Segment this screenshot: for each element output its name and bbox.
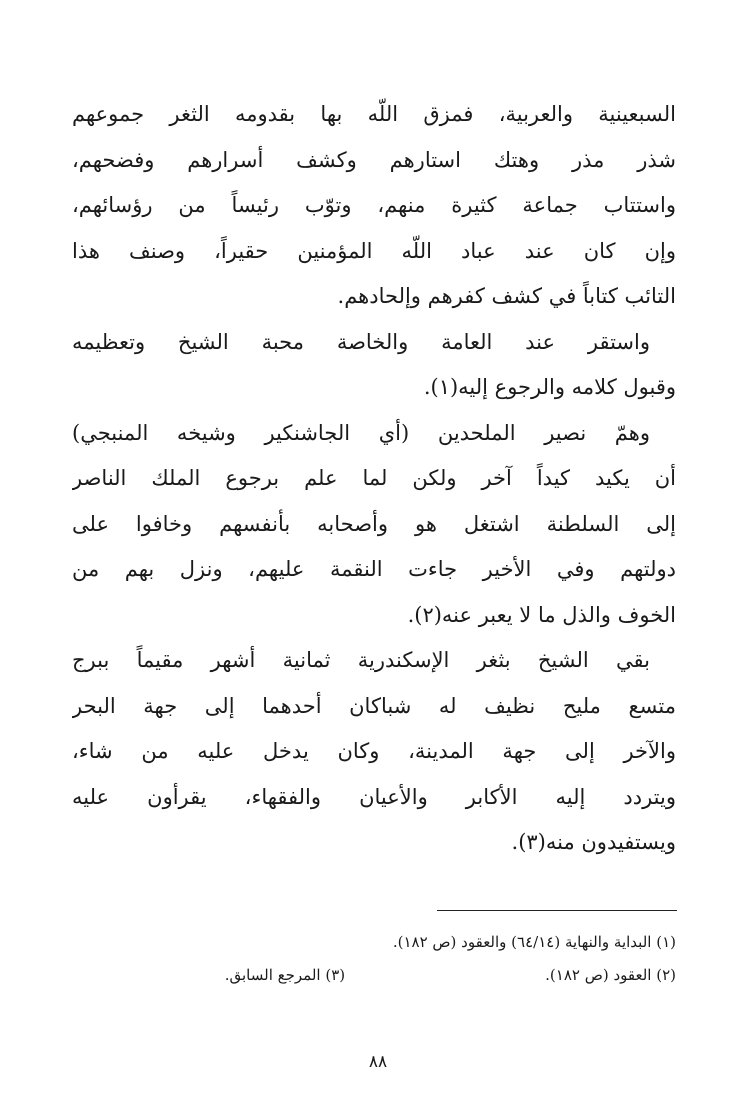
footnotes xyxy=(80,926,676,992)
text-line: وقبول كلامه والرجوع إليه(١). xyxy=(423,375,676,399)
text-line: والآخر إلى جهة المدينة، وكان يدخل عليه من شاء، xyxy=(72,739,676,763)
footnote-row xyxy=(80,959,676,992)
text-line: إلى السلطنة اشتغل هو وأصحابه بأنفسهم وخافوا على xyxy=(72,511,676,536)
footnote-divider xyxy=(437,910,677,911)
text-line: ويتردد إليه الأكابر والأعيان والفقهاء، يقرأون عليه xyxy=(72,784,676,809)
footnote-3: (٣) المرجع السابق. xyxy=(224,966,346,984)
text-line: وهمّ نصير الملحدين (أي الجاشنكير وشيخه المنبجي) xyxy=(72,420,650,445)
footnote-2: (٢) العقود (ص ١٨٢). xyxy=(545,966,676,984)
footnote-row xyxy=(80,926,676,959)
main-text xyxy=(72,92,676,866)
footnote-1: (١) البداية والنهاية (٦٤/١٤) والعقود (ص ١٨٢). xyxy=(392,933,676,951)
text-line: الخوف والذل ما لا يعبر عنه(٢). xyxy=(407,602,676,627)
text-line: ويستفيدون منه(٣). xyxy=(511,830,676,854)
text-line: السبعينية والعربية، فمزق اللّه بها بقدومه الثغر جموعهم xyxy=(72,102,676,126)
text-line: وإن كان عند عباد اللّه المؤمنين حقيراً، وصنف هذا xyxy=(72,238,676,263)
page-number: ٨٨ xyxy=(368,1052,388,1072)
text-line: دولتهم وفي الأخير جاءت النقمة عليهم، ونزل بهم من xyxy=(72,557,676,581)
text-line: أن يكيد كيداً آخر ولكن لما علم برجوع الملك الناصر xyxy=(72,466,676,490)
text-line: التائب كتاباً في كشف كفرهم وإلحادهم. xyxy=(337,284,676,308)
text-line: واستقر عند العامة والخاصة محبة الشيخ وتعظيمه xyxy=(72,329,650,354)
text-line: واستتاب جماعة كثيرة منهم، وتوّب رئيساً من رؤسائهم، xyxy=(72,193,676,217)
text-line: متسع مليح نظيف له شباكان أحدهما إلى جهة البحر xyxy=(72,693,676,718)
text-line: بقي الشيخ بثغر الإسكندرية ثمانية أشهر مقيماً ببرج xyxy=(72,648,650,672)
text-line: شذر مذر وهتك استارهم وكشف أسرارهم وفضحهم، xyxy=(72,147,676,172)
